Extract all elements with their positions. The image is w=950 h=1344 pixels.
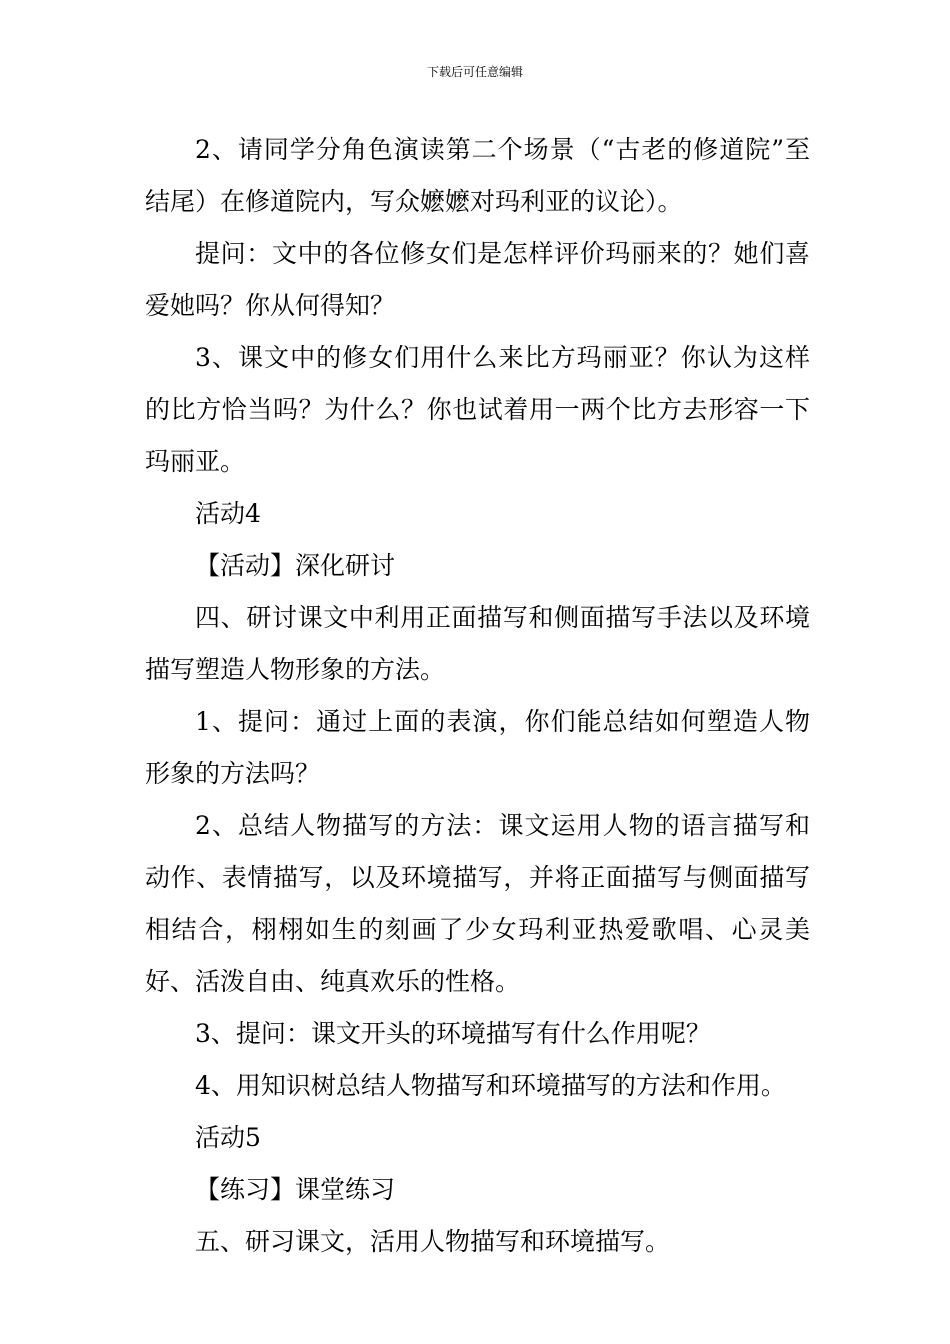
section-four-heading: 四、研讨课文中利用正面描写和侧面描写手法以及环境描写塑造人物形象的方法。 [145,603,810,684]
activity-5-title: 【练习】课堂练习 [195,1175,396,1204]
paragraph-knowledge-tree: 4、用知识树总结人物描写和环境描写的方法和作用。 [195,1071,786,1100]
paragraph-question-nuns: 提问：文中的各位修女们是怎样评价玛丽来的？她们喜爱她吗？你从何得知？ [145,239,810,320]
activity-4-title: 【活动】深化研讨 [195,551,396,580]
paragraph-method-summary: 2、总结人物描写的方法：课文运用人物的语言描写和动作、表情描写，以及环境描写，并将正面描写与侧面描写相结合，栩栩如生的刻画了少女玛利亚热爱歌唱、心灵美好、活泼自由、纯真欢乐的性格。 [145,811,810,996]
section-five-heading: 五、研习课文，活用人物描写和环境描写。 [195,1227,671,1256]
document-body [145,124,810,1268]
page-header: 下载后可任意编辑 [426,65,523,79]
paragraph-question-summary: 1、提问：通过上面的表演，你们能总结如何塑造人物形象的方法吗？ [145,707,810,788]
paragraph-question-environment: 3、提问：课文开头的环境描写有什么作用呢？ [195,1019,711,1048]
activity-4-label: 活动4 [195,499,261,528]
activity-5-label: 活动5 [195,1123,261,1152]
paragraph-metaphor: 3、课文中的修女们用什么来比方玛丽亚？你认为这样的比方恰当吗？为什么？你也试着用一两个比方去形容一下玛丽亚。 [145,343,810,476]
paragraph-role-reading: 2、请同学分角色演读第二个场景（“古老的修道院”至结尾）在修道院内，写众嬷嬷对玛利亚的议论）。 [145,135,810,216]
